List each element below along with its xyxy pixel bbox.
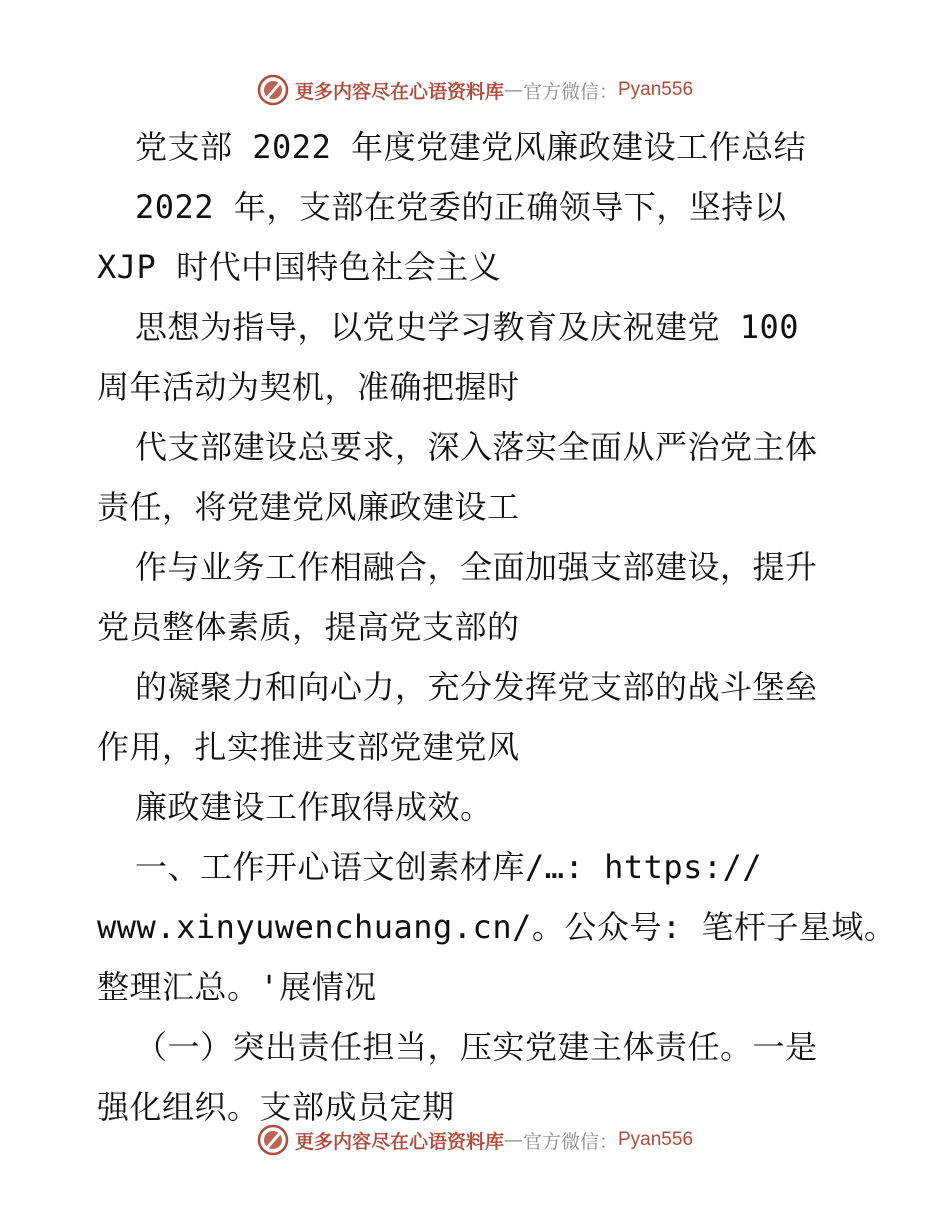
document-line: （一）突出责任担当，压实党建主体责任。一是 [135, 1028, 818, 1066]
document-line: 作与业务工作相融合，全面加强支部建设，提升 [135, 548, 818, 586]
banner-brand-text: 更多内容尽在心语资料库 [294, 1130, 504, 1153]
document-line: 代支部建设总要求，深入落实全面从严治党主体 [135, 428, 818, 466]
document-line: 思想为指导，以党史学习教育及庆祝建党 100 [135, 308, 800, 346]
document-line: 作用，扎实推进支部党建党风 [97, 728, 520, 766]
document-line: www.xinyuwenchuang.cn/。公众号: 笔杆子星域。 [97, 908, 897, 946]
document-line: 一、工作开心语文创素材库/…: https:// [135, 848, 763, 886]
banner-separator: — [503, 1129, 523, 1151]
header-watermark-banner [0, 70, 950, 110]
document-line: 周年活动为契机，准确把握时 [97, 368, 520, 406]
banner-wechat-label: 官方微信： [522, 80, 618, 103]
quill-seal-icon [257, 1124, 289, 1156]
document-line: 廉政建设工作取得成效。 [135, 788, 493, 826]
banner-wechat-id: Pyan556 [618, 1129, 694, 1150]
document-line: 强化组织。支部成员定期 [97, 1088, 455, 1126]
quill-seal-icon [257, 74, 289, 106]
document-line: XJP 时代中国特色社会主义 [97, 248, 502, 286]
banner-wechat-label: 官方微信： [522, 1130, 618, 1153]
document-line: 党支部 2022 年度党建党风廉政建设工作总结 [135, 128, 807, 166]
document-line: 的凝聚力和向心力，充分发挥党支部的战斗堡垒 [135, 668, 818, 706]
banner-separator: — [503, 79, 523, 101]
footer-watermark-banner [0, 1120, 950, 1160]
document-body [97, 126, 897, 1146]
document-line: 整理汇总。'展情况 [97, 968, 377, 1006]
banner-wechat-id: Pyan556 [618, 79, 694, 100]
document-line: 责任，将党建党风廉政建设工 [97, 488, 520, 526]
document-line: 2022 年，支部在党委的正确领导下，坚持以 [135, 188, 787, 226]
document-line: 党员整体素质，提高党支部的 [97, 608, 520, 646]
banner-brand-text: 更多内容尽在心语资料库 [294, 80, 504, 103]
